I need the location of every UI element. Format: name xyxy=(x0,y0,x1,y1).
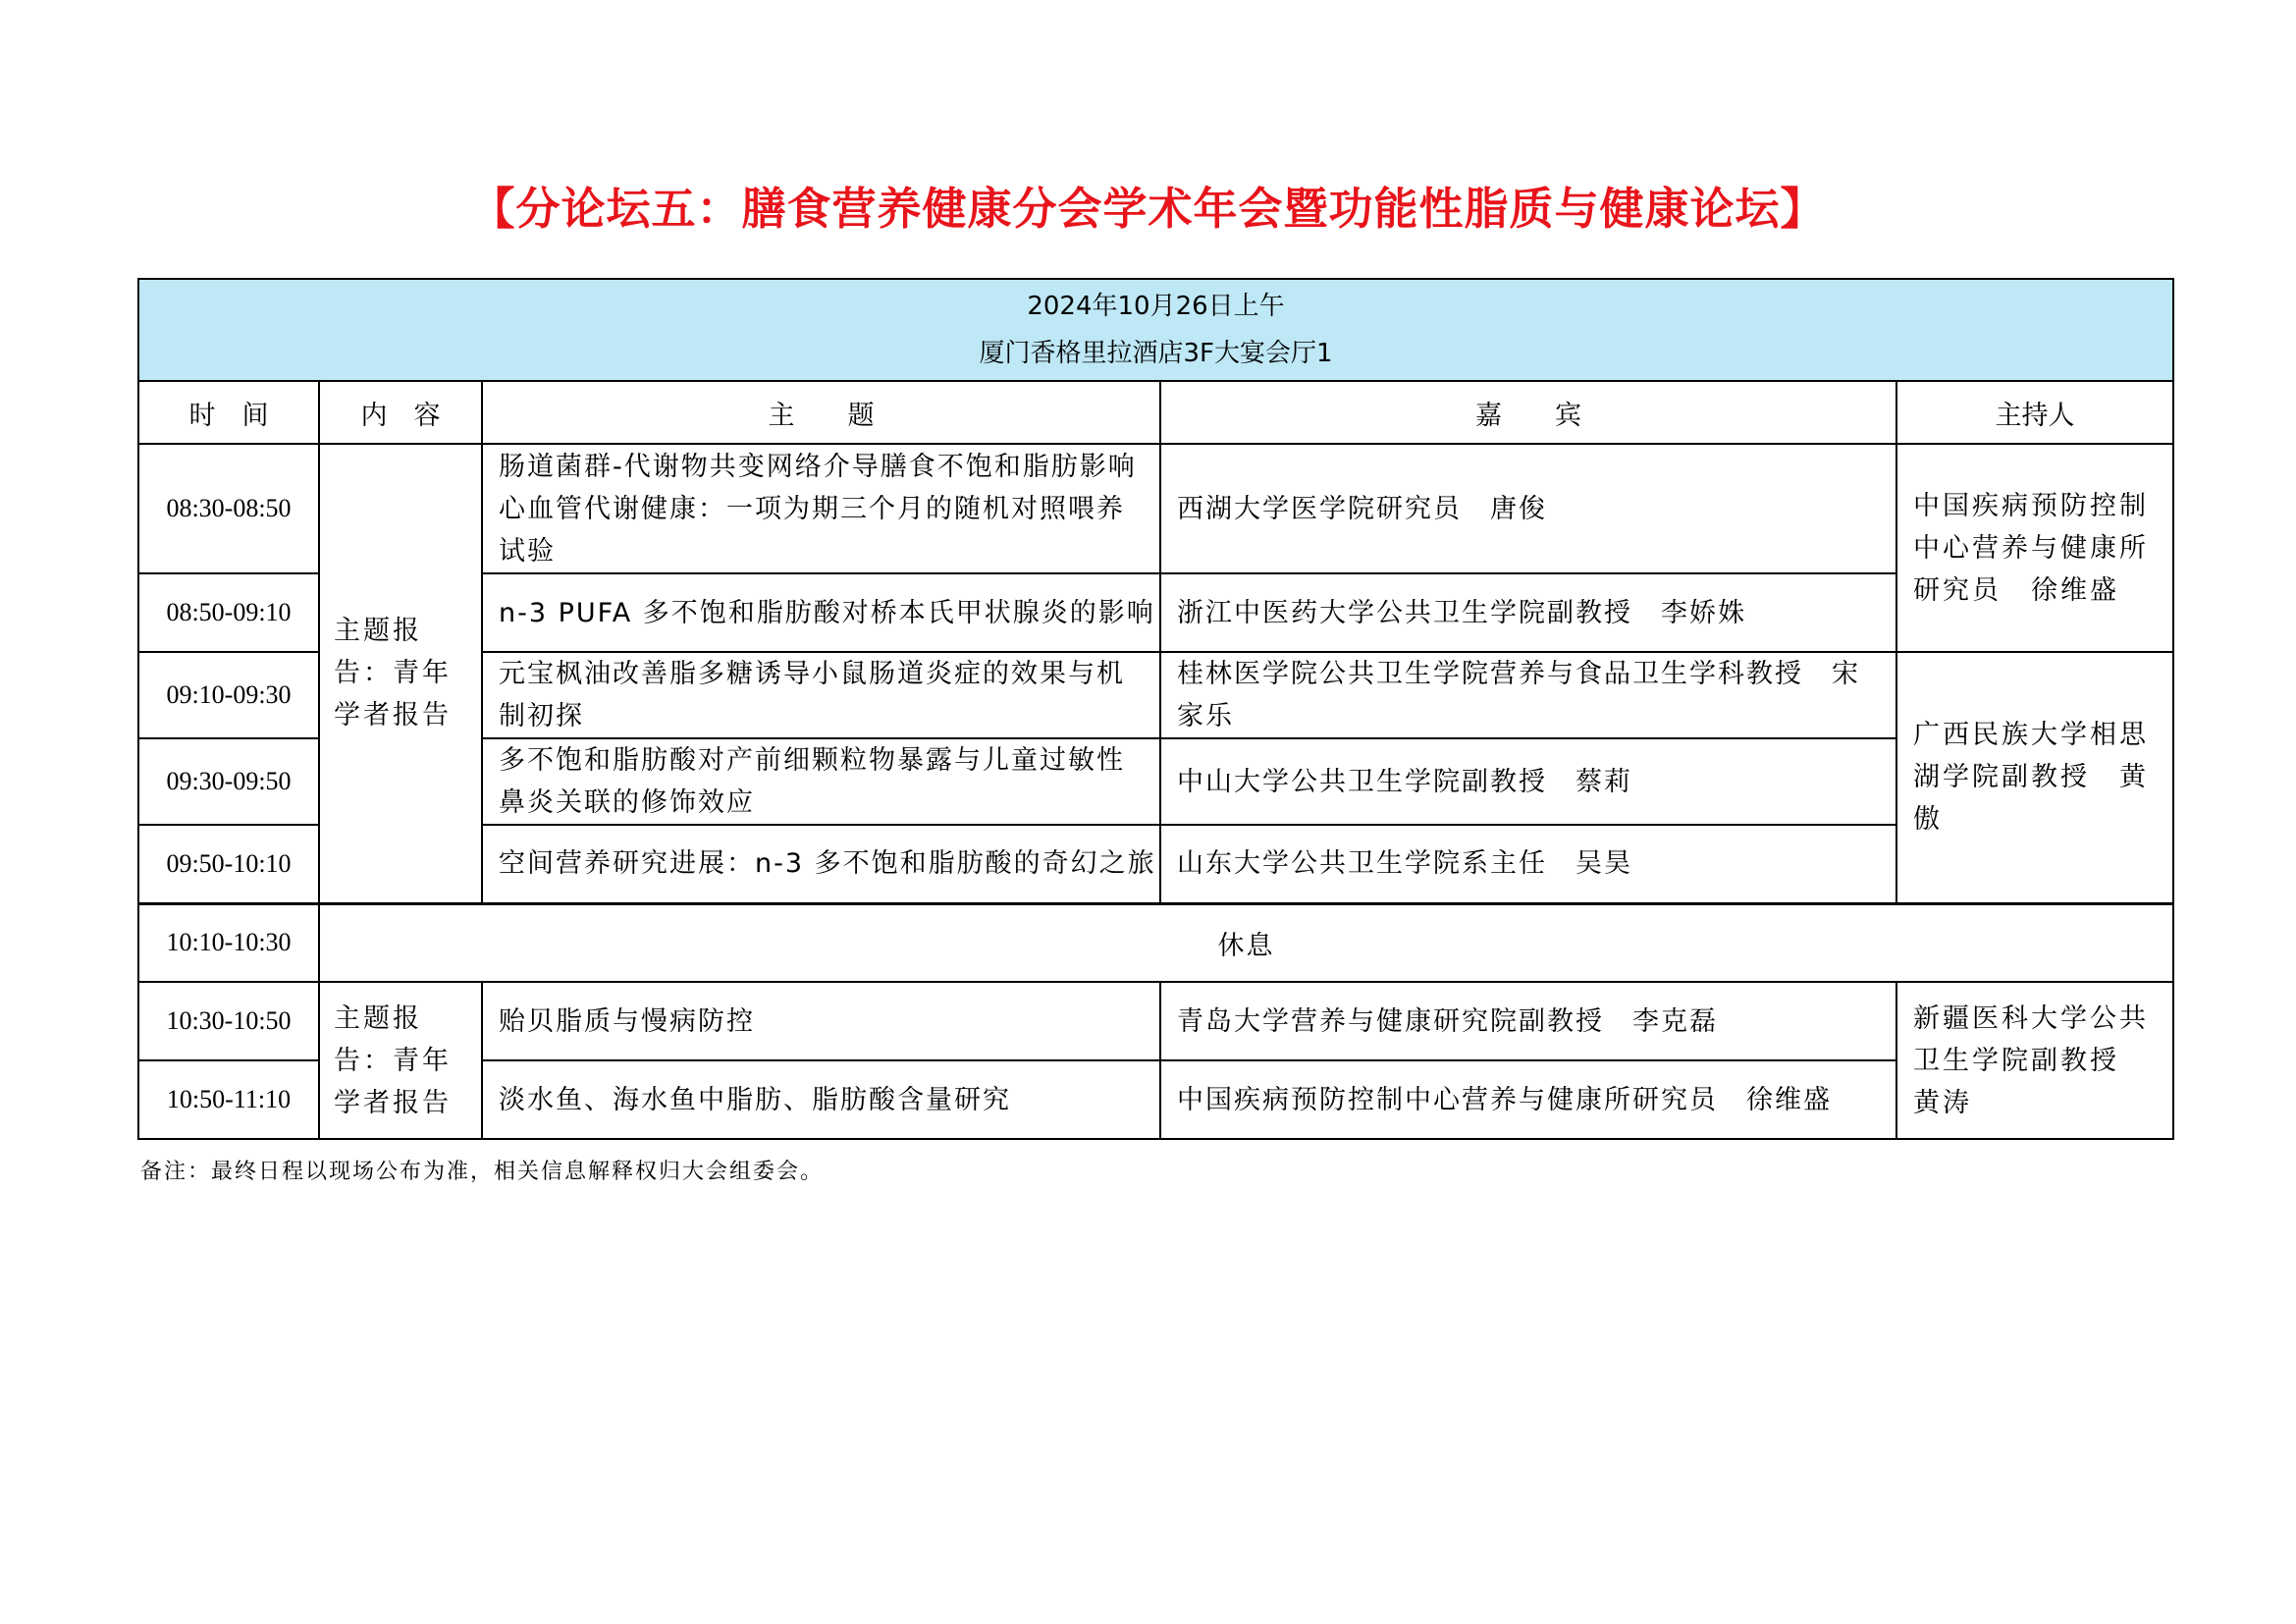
row-time: 09:30-09:50 xyxy=(138,738,319,825)
row-topic: 元宝枫油改善脂多糖诱导小鼠肠道炎症的效果与机制初探 xyxy=(482,652,1160,738)
header-host: 主持人 xyxy=(1896,381,2173,444)
row-time: 10:30-10:50 xyxy=(138,982,319,1060)
row-guest: 青岛大学营养与健康研究院副教授 李克磊 xyxy=(1160,982,1896,1060)
content-block-2: 主题报告：青年学者报告 xyxy=(319,982,482,1139)
row-topic: n-3 PUFA 多不饱和脂肪酸对桥本氏甲状腺炎的影响 xyxy=(482,573,1160,652)
page-title: 【分论坛五：膳食营养健康分会学术年会暨功能性脂质与健康论坛】 xyxy=(470,183,1826,235)
row-topic: 多不饱和脂肪酸对产前细颗粒物暴露与儿童过敏性鼻炎关联的修饰效应 xyxy=(482,738,1160,825)
header-content: 内 容 xyxy=(319,381,482,444)
host-block-3: 新疆医科大学公共卫生学院副教授 黄涛 xyxy=(1896,982,2173,1139)
row-guest: 中山大学公共卫生学院副教授 蔡莉 xyxy=(1160,738,1896,825)
table-row xyxy=(138,982,2173,1060)
row-time: 09:10-09:30 xyxy=(138,652,319,738)
row-guest: 山东大学公共卫生学院系主任 吴昊 xyxy=(1160,825,1896,903)
content-block-1: 主题报告：青年学者报告 xyxy=(319,444,482,903)
schedule-table xyxy=(137,278,2174,1140)
break-label: 休息 xyxy=(319,903,2173,982)
session-date: 2024年10月26日上午 xyxy=(1027,292,1285,321)
row-time: 08:30-08:50 xyxy=(138,444,319,573)
footnote: 备注：最终日程以现场公布为准，相关信息解释权归大会组委会。 xyxy=(140,1160,825,1184)
header-guest: 嘉 宾 xyxy=(1160,381,1896,444)
row-time: 09:50-10:10 xyxy=(138,825,319,903)
host-block-2: 广西民族大学相思湖学院副教授 黄傲 xyxy=(1896,652,2173,903)
host-block-1: 中国疾病预防控制中心营养与健康所研究员 徐维盛 xyxy=(1896,444,2173,652)
row-guest: 西湖大学医学院研究员 唐俊 xyxy=(1160,444,1896,573)
row-topic: 贻贝脂质与慢病防控 xyxy=(482,982,1160,1060)
header-topic: 主 题 xyxy=(482,381,1160,444)
header-time: 时 间 xyxy=(138,381,319,444)
row-topic: 空间营养研究进展：n-3 多不饱和脂肪酸的奇幻之旅 xyxy=(482,825,1160,903)
table-row xyxy=(138,444,2173,573)
break-row xyxy=(138,903,2173,982)
session-banner xyxy=(138,279,2173,381)
session-venue: 厦门香格里拉酒店3F大宴会厅1 xyxy=(979,339,1333,368)
row-topic: 肠道菌群-代谢物共变网络介导膳食不饱和脂肪影响心血管代谢健康：一项为期三个月的随机对照喂养试验 xyxy=(482,444,1160,573)
row-guest: 中国疾病预防控制中心营养与健康所研究员 徐维盛 xyxy=(1160,1060,1896,1139)
row-topic: 淡水鱼、海水鱼中脂肪、脂肪酸含量研究 xyxy=(482,1060,1160,1139)
row-time: 08:50-09:10 xyxy=(138,573,319,652)
row-guest: 桂林医学院公共卫生学院营养与食品卫生学科教授 宋家乐 xyxy=(1160,652,1896,738)
break-time: 10:10-10:30 xyxy=(138,903,319,982)
row-time: 10:50-11:10 xyxy=(138,1060,319,1139)
row-guest: 浙江中医药大学公共卫生学院副教授 李娇姝 xyxy=(1160,573,1896,652)
